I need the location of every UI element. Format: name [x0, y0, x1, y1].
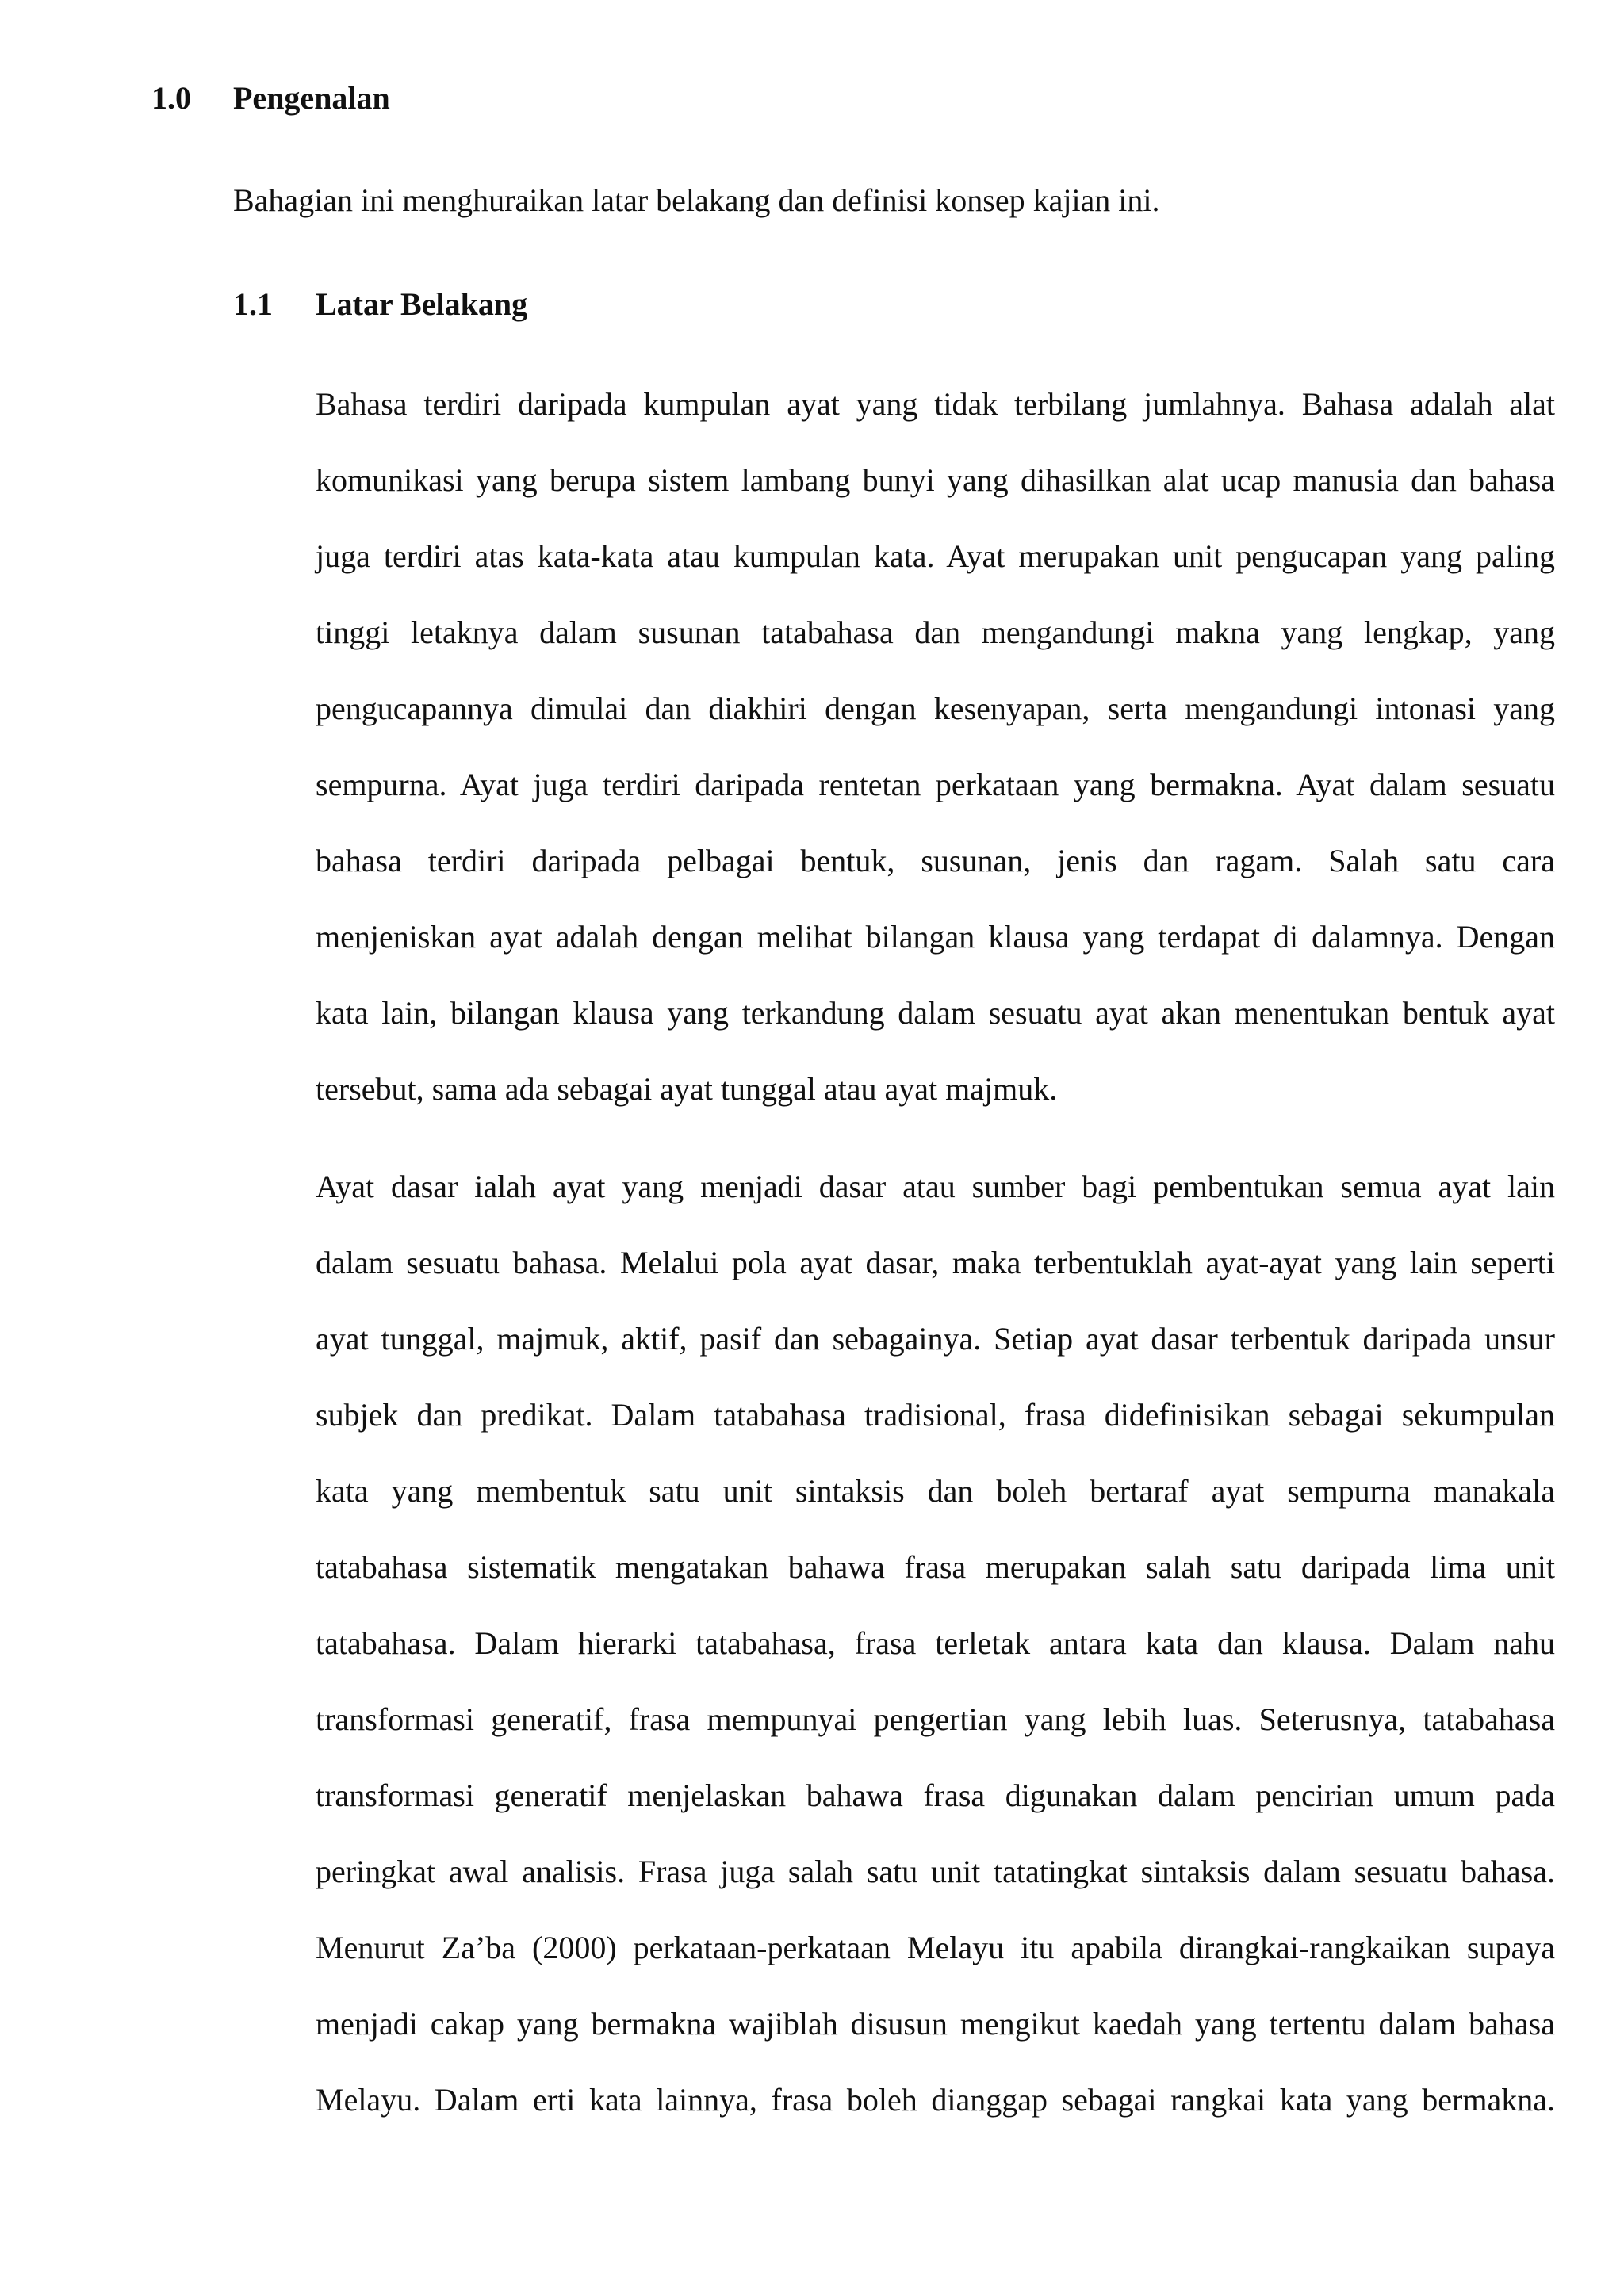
section-number: 1.1: [233, 286, 273, 322]
text-line: Bahasa terdiri daripada kumpulan ayat yang tidak terbilang jumlahnya. Bahasa adalah alat: [316, 386, 1555, 422]
text-line: tinggi letaknya dalam susunan tatabahasa dan mengandungi makna yang lengkap, yang: [316, 614, 1555, 650]
text-line: peringkat awal analisis. Frasa juga salah satu unit tatatingkat sintaksis dalam sesuatu bahasa.: [316, 1854, 1555, 1889]
text-line: Melayu. Dalam erti kata lainnya, frasa boleh dianggap sebagai rangkai kata yang bermakna.: [316, 2082, 1555, 2118]
intro-paragraph: Bahagian ini menghuraikan latar belakang dan definisi konsep kajian ini.: [233, 182, 1160, 218]
text-line: kata yang membentuk satu unit sintaksis dan boleh bertaraf ayat sempurna manakala: [316, 1473, 1555, 1509]
text-line: kata lain, bilangan klausa yang terkandung dalam sesuatu ayat akan menentukan bentuk ayat: [316, 995, 1555, 1031]
text-line: dalam sesuatu bahasa. Melalui pola ayat dasar, maka terbentuklah ayat-ayat yang lain seperti: [316, 1245, 1555, 1280]
text-line: komunikasi yang berupa sistem lambang bunyi yang dihasilkan alat ucap manusia dan bahasa: [316, 462, 1555, 498]
text-line: menjeniskan ayat adalah dengan melihat bilangan klausa yang terdapat di dalamnya. Dengan: [316, 919, 1555, 955]
section-heading-1-0: [151, 79, 390, 117]
section-title: Latar Belakang: [316, 286, 528, 322]
text-line: subjek dan predikat. Dalam tatabahasa tradisional, frasa didefinisikan sebagai sekumpulan: [316, 1397, 1555, 1433]
text-line: menjadi cakap yang bermakna wajiblah disusun mengikut kaedah yang tertentu dalam bahasa: [316, 2006, 1555, 2042]
text-line: juga terdiri atas kata-kata atau kumpulan kata. Ayat merupakan unit pengucapan yang paling: [316, 538, 1555, 574]
text-line: transformasi generatif menjelaskan bahawa frasa digunakan dalam pencirian umum pada: [316, 1777, 1555, 1813]
text-line: bahasa terdiri daripada pelbagai bentuk, susunan, jenis dan ragam. Salah satu cara: [316, 843, 1555, 878]
text-line: pengucapannya dimulai dan diakhiri dengan kesenyapan, serta mengandungi intonasi yang: [316, 691, 1555, 726]
text-line: tatabahasa sistematik mengatakan bahawa frasa merupakan salah satu daripada lima unit: [316, 1549, 1555, 1585]
body-paragraph-1: [316, 385, 1555, 1146]
body-paragraph-2: [316, 1168, 1555, 2157]
text-line: Ayat dasar ialah ayat yang menjadi dasar atau sumber bagi pembentukan semua ayat lain: [316, 1169, 1555, 1204]
text-line: Menurut Za’ba (2000) perkataan-perkataan Melayu itu apabila dirangkai-rangkaikan supaya: [316, 1930, 1555, 1965]
text-line: transformasi generatif, frasa mempunyai pengertian yang lebih luas. Seterusnya, tatabahasa: [316, 1701, 1555, 1737]
text-line: ayat tunggal, majmuk, aktif, pasif dan sebagainya. Setiap ayat dasar terbentuk daripada unsur: [316, 1321, 1555, 1357]
text-line: sempurna. Ayat juga terdiri daripada rentetan perkataan yang bermakna. Ayat dalam sesuatu: [316, 767, 1555, 802]
text-line: tersebut, sama ada sebagai ayat tunggal atau ayat majmuk.: [316, 1071, 1058, 1107]
text-line: tatabahasa. Dalam hierarki tatabahasa, frasa terletak antara kata dan klausa. Dalam nahu: [316, 1625, 1555, 1661]
section-heading-1-1: [233, 285, 527, 323]
section-number: 1.0: [151, 80, 191, 116]
section-title: Pengenalan: [233, 80, 390, 116]
